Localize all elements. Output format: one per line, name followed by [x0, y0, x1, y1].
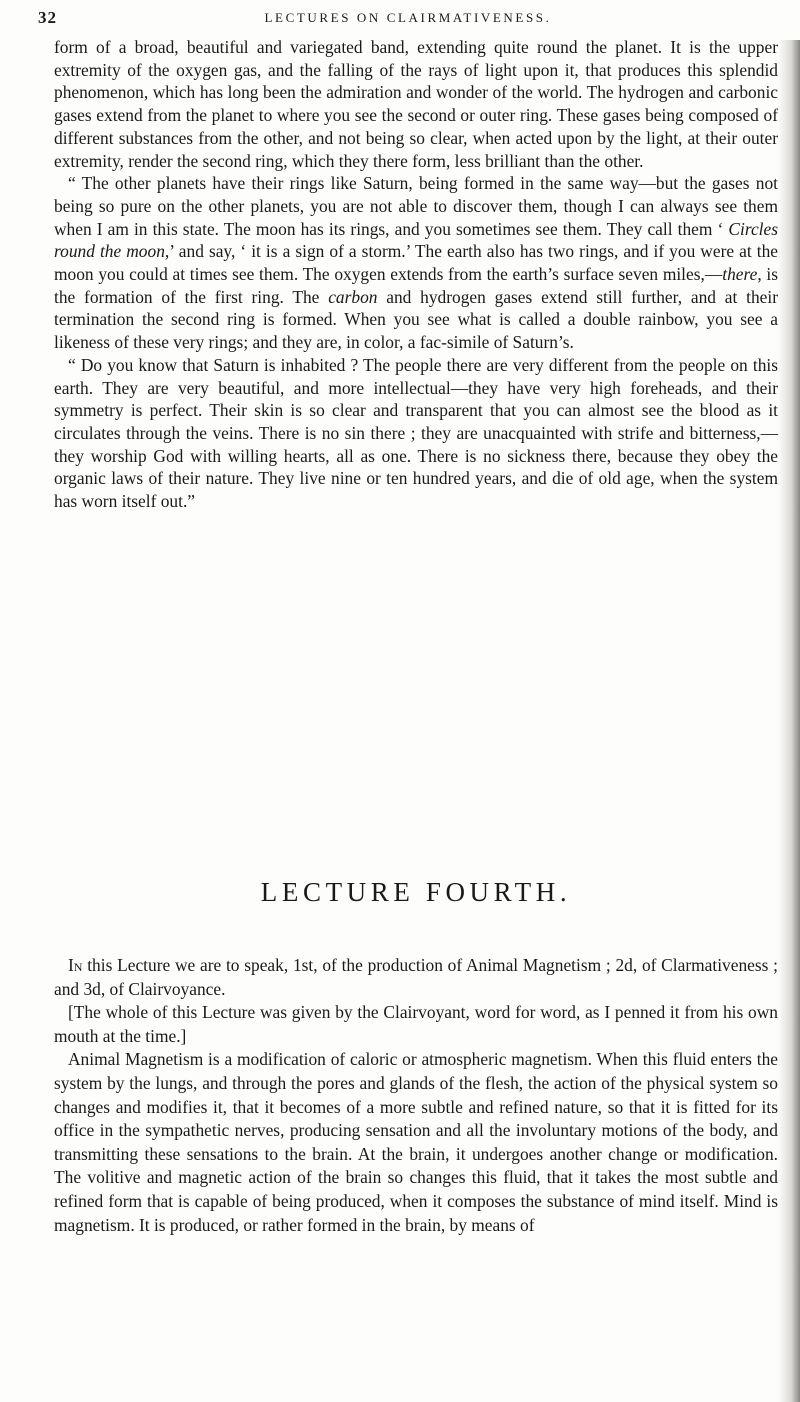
paragraph-editorial-note: [The whole of this Lecture was given by the Clairvoyant, word for word, as I penned it from his own mouth at the time.]: [54, 1002, 778, 1046]
text-segment: and hydrogen gases extend still further, and at their termination the second ring is formed. When you see what is called a double rainbow, you see a likeness of these very rings; and they are, in color, a fac-simile of Saturn’s.: [54, 286, 778, 353]
italic-word-carbon: carbon: [328, 286, 378, 307]
text-segment: “ The other planets have their rings like Saturn, being formed in the same way—but the gases not being so pure on the other planets, you are not able to discover them, though I can always see them when I am in this state. The moon has its rings, and you sometimes see them. They call them ‘: [54, 173, 778, 239]
text-segment: this Lecture we are to speak, 1st, of the production of Animal Magnetism ; 2d, of Clarmativeness ; and 3d, of Clairvoyance.: [54, 955, 778, 999]
page-edge-shadow: [778, 40, 800, 1402]
body-text-lecture-fourth: [54, 954, 778, 1237]
page-number: 32: [38, 8, 57, 27]
italic-phrase-circles-round-moon: Circles round the moon: [54, 218, 778, 262]
paragraph-saturn-inhabited: “ Do you know that Saturn is inhabited ? The people there are very different from the people on this earth. They are very beautiful, and more intellectual—they have very high foreheads, and their symmetry is perfect. Their skin is so clear and transparent that you can almost see the blood as it circulates through the veins. There is no sin there ; they are unacquainted with strife and bitterness,—they worship God with willing hearts, all as one. There is no sickness there, because they obey the organic laws of their nature. They live nine or ten hundred years, and die of old age, when the system has worn itself out.”: [54, 354, 778, 512]
paragraph-lecture-intro: [54, 954, 778, 1001]
running-title: LECTURES ON CLAIRMATIVENESS.: [264, 10, 552, 25]
paragraph-animal-magnetism: Animal Magnetism is a modification of caloric or atmospheric magnetism. When this fluid enters the system by the lungs, and through the pores and glands of the flesh, the action of the physical system so changes and modifies it, that it becomes of a more subtle and refined nature, so that it is fitted for its office in the sympathetic nerves, producing sensation and all the involuntary motions of the body, and transmitting these sensations to the brain. At the brain, it undergoes another change or modification. The volitive and magnetic action of the brain so changes this fluid, that it takes the most subtle and refined form that is capable of being produced, when it composes the substance of mind itself. Mind is magnetism. It is produced, or rather formed in the brain, by means of: [54, 1049, 778, 1235]
lecture-heading: LECTURE FOURTH.: [260, 877, 572, 907]
text-segment: ,’ and say, ‘ it is a sign of a storm.’ The earth also has two rings, and if you were at the moon you could at times see them. The oxygen extends from the earth’s surface seven miles,—: [54, 241, 778, 285]
paragraph-planet-rings: [54, 172, 778, 354]
body-text-before-lecture: [54, 36, 778, 513]
paragraph-saturn-band: form of a broad, beautiful and variegated band, extending quite round the planet. It is the upper extremity of the oxygen gas, and the falling of the rays of light upon it, that produces this splendid phenomenon, which has long been the admiration and wonder of the world. The hydrogen and carbonic gases extend from the planet to where you see the second or outer ring. These gases being composed of different substances from the other, and not being so clear, when acted upon by the light, at their outer extremity, render the second ring, which they there form, less brilliant than the other.: [54, 37, 778, 171]
text-segment: , is the formation of the first ring. The: [54, 264, 779, 307]
italic-word-there: there: [722, 264, 758, 285]
lead-word: In: [68, 955, 83, 975]
running-head: [38, 8, 778, 38]
